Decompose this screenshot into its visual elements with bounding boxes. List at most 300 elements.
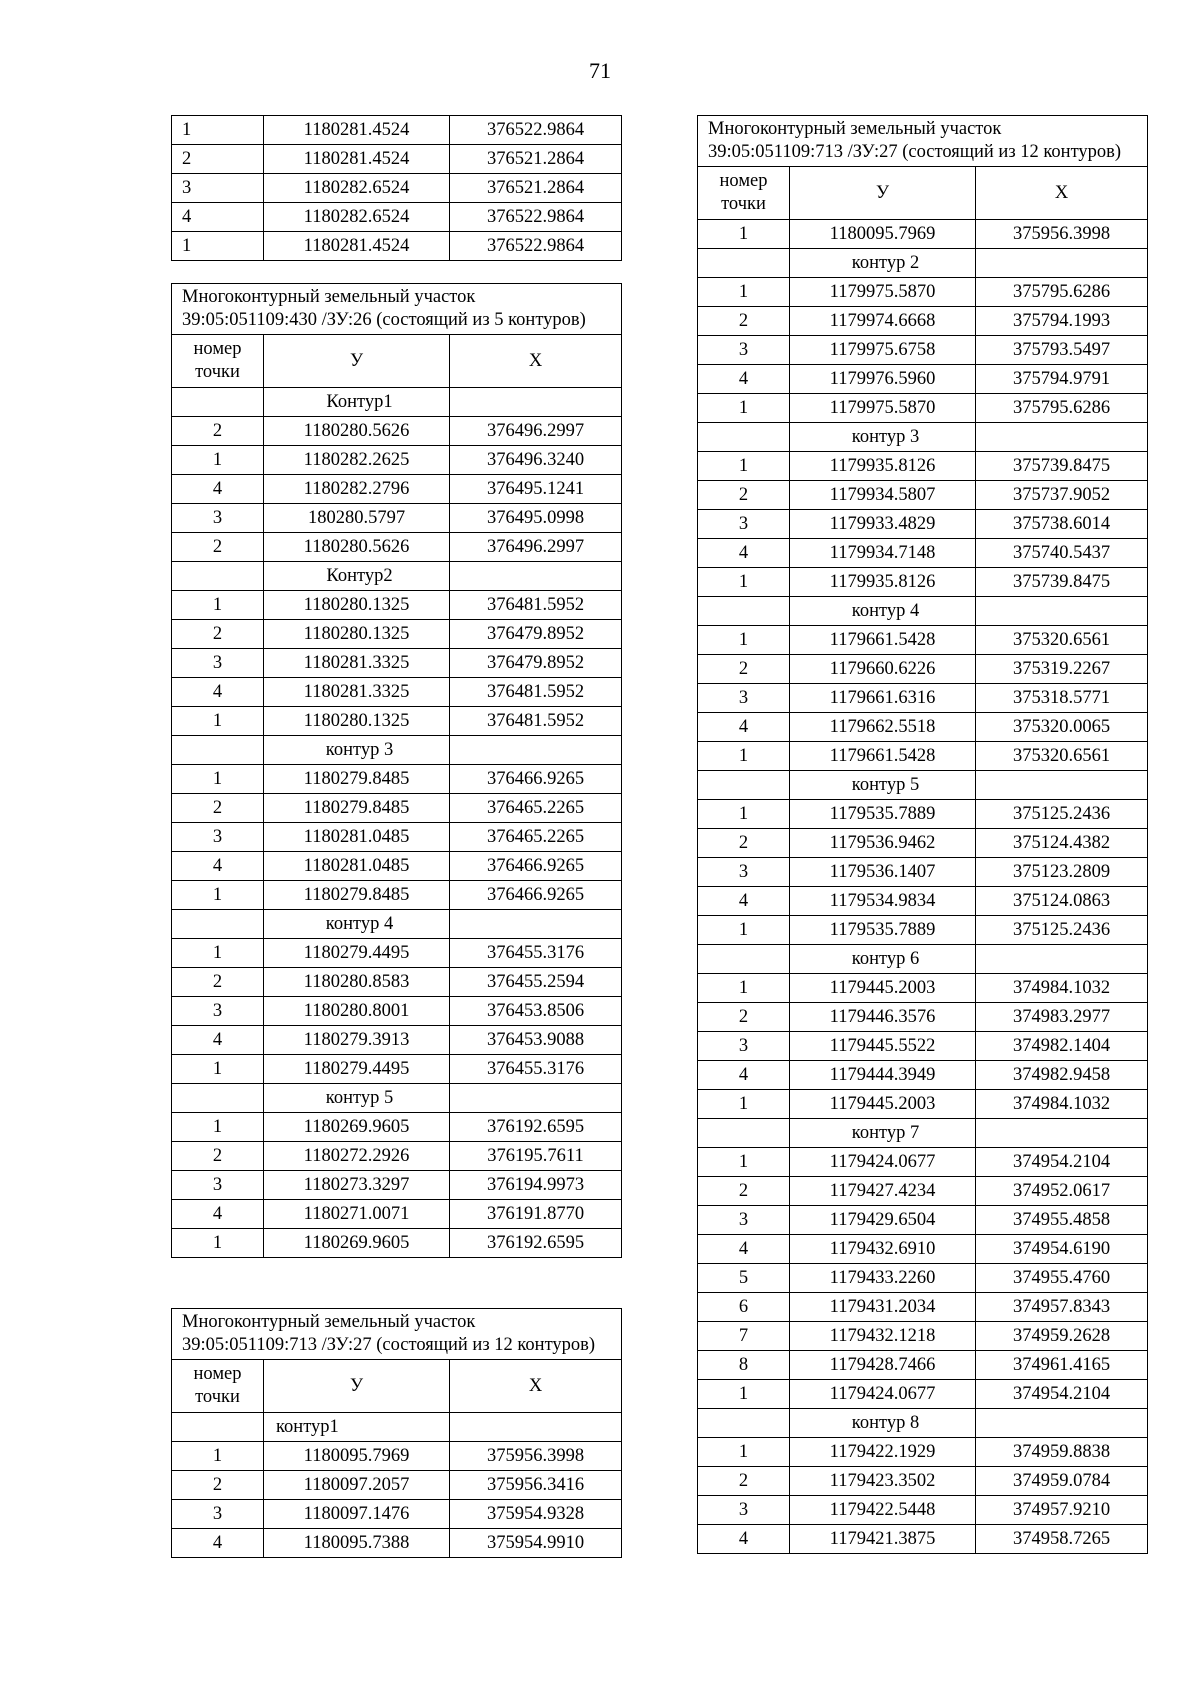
point-number-cell: 1	[172, 1113, 264, 1142]
x-coordinate-cell: 374959.8838	[976, 1438, 1148, 1467]
y-coordinate-cell: 1179662.5518	[790, 713, 976, 742]
x-coordinate-cell: 376195.7611	[450, 1142, 622, 1171]
point-number-cell: 2	[698, 1467, 790, 1496]
y-coordinate-cell: 1179429.6504	[790, 1206, 976, 1235]
table-row	[172, 620, 622, 649]
table-row	[698, 1206, 1148, 1235]
x-coordinate-cell: 376496.2997	[450, 533, 622, 562]
table-row	[698, 800, 1148, 829]
y-coordinate-cell: 1180280.1325	[264, 620, 450, 649]
x-coordinate-cell: 375740.5437	[976, 539, 1148, 568]
x-coordinate-cell: 376466.9265	[450, 765, 622, 794]
x-coordinate-cell: 375320.6561	[976, 742, 1148, 771]
x-coordinate-cell: 376521.2864	[450, 145, 622, 174]
header-y: У	[264, 1360, 450, 1413]
point-number-cell: 4	[698, 713, 790, 742]
point-number-cell: 4	[172, 1200, 264, 1229]
table-row	[698, 1032, 1148, 1061]
table-row	[698, 829, 1148, 858]
y-coordinate-cell: 1179660.6226	[790, 655, 976, 684]
table-row	[172, 1055, 622, 1084]
y-coordinate-cell: 1180279.3913	[264, 1026, 450, 1055]
contour-label: Контур2	[264, 562, 450, 591]
y-coordinate-cell: 1179975.5870	[790, 394, 976, 423]
y-coordinate-cell: 1179444.3949	[790, 1061, 976, 1090]
y-coordinate-cell: 1180281.0485	[264, 852, 450, 881]
y-coordinate-cell: 1180273.3297	[264, 1171, 450, 1200]
x-coordinate-cell: 375795.6286	[976, 394, 1148, 423]
point-number-cell: 1	[698, 1090, 790, 1119]
x-coordinate-cell: 376479.8952	[450, 649, 622, 678]
table-row	[698, 1322, 1148, 1351]
table-row	[172, 1442, 622, 1471]
point-number-cell: 1	[172, 232, 264, 261]
point-number-cell: 4	[172, 203, 264, 232]
table-row	[172, 649, 622, 678]
x-coordinate-cell: 374954.2104	[976, 1148, 1148, 1177]
table-row	[698, 278, 1148, 307]
point-number-cell: 1	[698, 742, 790, 771]
x-coordinate-cell: 376453.9088	[450, 1026, 622, 1055]
table-row	[172, 765, 622, 794]
table-row	[698, 1380, 1148, 1409]
x-coordinate-cell: 376465.2265	[450, 823, 622, 852]
y-coordinate-cell: 1180279.4495	[264, 939, 450, 968]
y-coordinate-cell: 1180269.9605	[264, 1113, 450, 1142]
point-number-cell: 2	[172, 968, 264, 997]
x-coordinate-cell: 374959.0784	[976, 1467, 1148, 1496]
contour-label-row	[172, 388, 622, 417]
contour-label-row	[172, 1413, 622, 1442]
x-coordinate-cell: 374957.8343	[976, 1293, 1148, 1322]
y-coordinate-cell: 1180279.8485	[264, 881, 450, 910]
y-coordinate-cell: 1179536.9462	[790, 829, 976, 858]
y-coordinate-cell: 1179445.2003	[790, 974, 976, 1003]
x-coordinate-cell: 375123.2809	[976, 858, 1148, 887]
table-row	[698, 1525, 1148, 1554]
y-coordinate-cell: 1180279.4495	[264, 1055, 450, 1084]
table-row	[698, 1264, 1148, 1293]
y-coordinate-cell: 1179976.5960	[790, 365, 976, 394]
y-coordinate-cell: 1180282.2796	[264, 475, 450, 504]
y-coordinate-cell: 1179445.2003	[790, 1090, 976, 1119]
table-row	[698, 1293, 1148, 1322]
table-row	[698, 916, 1148, 945]
y-coordinate-cell: 1180281.4524	[264, 116, 450, 145]
y-coordinate-cell: 1180281.0485	[264, 823, 450, 852]
empty-cell	[450, 1084, 622, 1113]
table-row	[698, 1235, 1148, 1264]
table-row	[698, 481, 1148, 510]
table-row	[698, 887, 1148, 916]
x-coordinate-cell: 376191.8770	[450, 1200, 622, 1229]
y-coordinate-cell: 1179934.7148	[790, 539, 976, 568]
x-coordinate-cell: 376192.6595	[450, 1229, 622, 1258]
point-number-cell: 4	[698, 1061, 790, 1090]
point-number-cell: 1	[698, 1380, 790, 1409]
point-number-cell: 4	[172, 1026, 264, 1055]
point-number-cell: 1	[698, 626, 790, 655]
point-number-cell: 2	[698, 1177, 790, 1206]
x-coordinate-cell: 376522.9864	[450, 232, 622, 261]
point-number-cell: 1	[698, 394, 790, 423]
table-row	[698, 626, 1148, 655]
point-number-cell: 1	[172, 707, 264, 736]
x-coordinate-cell: 374955.4760	[976, 1264, 1148, 1293]
point-number-cell: 3	[172, 174, 264, 203]
table-row	[698, 1351, 1148, 1380]
table-row	[698, 539, 1148, 568]
table-row	[172, 203, 622, 232]
point-number-cell: 1	[172, 1442, 264, 1471]
x-coordinate-cell: 374952.0617	[976, 1177, 1148, 1206]
y-coordinate-cell: 1179934.5807	[790, 481, 976, 510]
x-coordinate-cell: 374982.1404	[976, 1032, 1148, 1061]
point-number-cell: 2	[172, 1471, 264, 1500]
point-number-cell: 3	[172, 504, 264, 533]
empty-cell	[976, 771, 1148, 800]
empty-cell	[450, 562, 622, 591]
contour-label: Контур1	[264, 388, 450, 417]
y-coordinate-cell: 1179935.8126	[790, 568, 976, 597]
point-number-cell: 1	[698, 1438, 790, 1467]
point-number-cell: 3	[172, 1500, 264, 1529]
table-header-row	[172, 1360, 622, 1413]
contour-label: контур 8	[790, 1409, 976, 1438]
x-coordinate-cell: 375795.6286	[976, 278, 1148, 307]
x-coordinate-cell: 375794.9791	[976, 365, 1148, 394]
point-number-cell: 3	[698, 1206, 790, 1235]
coordinates-table-top-left	[171, 115, 622, 261]
empty-cell	[172, 1413, 264, 1442]
empty-cell	[976, 597, 1148, 626]
x-coordinate-cell: 376479.8952	[450, 620, 622, 649]
point-number-cell: 1	[698, 1148, 790, 1177]
point-number-cell: 2	[698, 307, 790, 336]
y-coordinate-cell: 1180280.8583	[264, 968, 450, 997]
point-number-cell: 1	[698, 568, 790, 597]
y-coordinate-cell: 1180269.9605	[264, 1229, 450, 1258]
table-row	[698, 713, 1148, 742]
empty-cell	[698, 597, 790, 626]
empty-cell	[976, 423, 1148, 452]
x-coordinate-cell: 376481.5952	[450, 707, 622, 736]
header-point-number: номер точки	[172, 1360, 264, 1413]
x-coordinate-cell: 376465.2265	[450, 794, 622, 823]
table-row	[172, 939, 622, 968]
point-number-cell: 3	[698, 336, 790, 365]
y-coordinate-cell: 1179536.1407	[790, 858, 976, 887]
point-number-cell: 4	[698, 365, 790, 394]
table-row	[172, 678, 622, 707]
y-coordinate-cell: 1179431.2034	[790, 1293, 976, 1322]
point-number-cell: 1	[172, 446, 264, 475]
x-coordinate-cell: 376481.5952	[450, 678, 622, 707]
x-coordinate-cell: 375737.9052	[976, 481, 1148, 510]
point-number-cell: 1	[698, 916, 790, 945]
header-point-number: номер точки	[698, 167, 790, 220]
empty-cell	[698, 1119, 790, 1148]
point-number-cell: 4	[172, 678, 264, 707]
y-coordinate-cell: 1179445.5522	[790, 1032, 976, 1061]
empty-cell	[450, 388, 622, 417]
y-coordinate-cell: 180280.5797	[264, 504, 450, 533]
x-coordinate-cell: 374982.9458	[976, 1061, 1148, 1090]
x-coordinate-cell: 375124.0863	[976, 887, 1148, 916]
x-coordinate-cell: 375739.8475	[976, 452, 1148, 481]
contour-label-row	[698, 771, 1148, 800]
table-row	[698, 1003, 1148, 1032]
point-number-cell: 2	[172, 794, 264, 823]
table-row	[698, 365, 1148, 394]
table-row	[172, 1471, 622, 1500]
header-x: Х	[450, 1360, 622, 1413]
table-title-row	[698, 116, 1148, 167]
point-number-cell: 2	[172, 620, 264, 649]
table-row	[172, 881, 622, 910]
y-coordinate-cell: 1179424.0677	[790, 1380, 976, 1409]
x-coordinate-cell: 375956.3998	[976, 220, 1148, 249]
y-coordinate-cell: 1180280.1325	[264, 707, 450, 736]
contour-label: контур 5	[790, 771, 976, 800]
y-coordinate-cell: 1180280.8001	[264, 997, 450, 1026]
y-coordinate-cell: 1180279.8485	[264, 794, 450, 823]
point-number-cell: 2	[698, 481, 790, 510]
contour-label: контур 7	[790, 1119, 976, 1148]
header-x: Х	[450, 335, 622, 388]
x-coordinate-cell: 376495.0998	[450, 504, 622, 533]
contour-label: контур 5	[264, 1084, 450, 1113]
y-coordinate-cell: 1180097.1476	[264, 1500, 450, 1529]
header-y: У	[264, 335, 450, 388]
point-number-cell: 3	[172, 823, 264, 852]
coordinates-table-zu27-part1	[171, 1308, 622, 1558]
table-row	[698, 1148, 1148, 1177]
point-number-cell: 1	[172, 591, 264, 620]
table-row	[172, 794, 622, 823]
y-coordinate-cell: 1179432.6910	[790, 1235, 976, 1264]
y-coordinate-cell: 1179535.7889	[790, 916, 976, 945]
empty-cell	[698, 249, 790, 278]
empty-cell	[976, 945, 1148, 974]
y-coordinate-cell: 1179446.3576	[790, 1003, 976, 1032]
y-coordinate-cell: 1179422.5448	[790, 1496, 976, 1525]
table-row	[172, 968, 622, 997]
empty-cell	[172, 1084, 264, 1113]
contour-label-row	[172, 1084, 622, 1113]
y-coordinate-cell: 1179661.5428	[790, 626, 976, 655]
x-coordinate-cell: 374984.1032	[976, 1090, 1148, 1119]
y-coordinate-cell: 1180282.6524	[264, 203, 450, 232]
x-coordinate-cell: 376194.9973	[450, 1171, 622, 1200]
point-number-cell: 1	[698, 452, 790, 481]
empty-cell	[976, 1409, 1148, 1438]
x-coordinate-cell: 376496.2997	[450, 417, 622, 446]
point-number-cell: 2	[698, 829, 790, 858]
x-coordinate-cell: 375125.2436	[976, 800, 1148, 829]
point-number-cell: 1	[172, 881, 264, 910]
table-title-row	[172, 1309, 622, 1360]
point-number-cell: 3	[172, 1171, 264, 1200]
point-number-cell: 2	[698, 655, 790, 684]
y-coordinate-cell: 1179975.5870	[790, 278, 976, 307]
x-coordinate-cell: 375794.1993	[976, 307, 1148, 336]
x-coordinate-cell: 376466.9265	[450, 852, 622, 881]
contour-label: контур 3	[264, 736, 450, 765]
x-coordinate-cell: 374983.2977	[976, 1003, 1148, 1032]
contour-label: контур 2	[790, 249, 976, 278]
x-coordinate-cell: 375954.9328	[450, 1500, 622, 1529]
y-coordinate-cell: 1179428.7466	[790, 1351, 976, 1380]
y-coordinate-cell: 1179433.2260	[790, 1264, 976, 1293]
x-coordinate-cell: 375956.3998	[450, 1442, 622, 1471]
header-x: Х	[976, 167, 1148, 220]
parcel-title: Многоконтурный земельный участок 39:05:051109:713 /ЗУ:27 (состоящий из 12 контуров)	[172, 1309, 622, 1360]
point-number-cell: 3	[698, 684, 790, 713]
x-coordinate-cell: 375319.2267	[976, 655, 1148, 684]
x-coordinate-cell: 376521.2864	[450, 174, 622, 203]
x-coordinate-cell: 375124.4382	[976, 829, 1148, 858]
x-coordinate-cell: 376496.3240	[450, 446, 622, 475]
table-row	[172, 1171, 622, 1200]
empty-cell	[450, 736, 622, 765]
table-header-row	[172, 335, 622, 388]
contour-label-row	[698, 945, 1148, 974]
empty-cell	[976, 249, 1148, 278]
table-row	[698, 568, 1148, 597]
y-coordinate-cell: 1179422.1929	[790, 1438, 976, 1467]
point-number-cell: 2	[172, 145, 264, 174]
y-coordinate-cell: 1179974.6668	[790, 307, 976, 336]
point-number-cell: 2	[172, 417, 264, 446]
empty-cell	[450, 1413, 622, 1442]
header-y: У	[790, 167, 976, 220]
y-coordinate-cell: 1180280.5626	[264, 533, 450, 562]
x-coordinate-cell: 375320.6561	[976, 626, 1148, 655]
table-row	[172, 417, 622, 446]
table-row	[698, 742, 1148, 771]
x-coordinate-cell: 375318.5771	[976, 684, 1148, 713]
x-coordinate-cell: 376192.6595	[450, 1113, 622, 1142]
point-number-cell: 1	[172, 765, 264, 794]
x-coordinate-cell: 376455.3176	[450, 1055, 622, 1084]
y-coordinate-cell: 1179534.9834	[790, 887, 976, 916]
table-row	[172, 997, 622, 1026]
table-row	[172, 145, 622, 174]
x-coordinate-cell: 376455.2594	[450, 968, 622, 997]
point-number-cell: 6	[698, 1293, 790, 1322]
contour-label: контур 4	[790, 597, 976, 626]
point-number-cell: 7	[698, 1322, 790, 1351]
table-row	[172, 1113, 622, 1142]
point-number-cell: 2	[698, 1003, 790, 1032]
table-row	[172, 232, 622, 261]
coordinates-table-zu26	[171, 283, 622, 1258]
table-row	[172, 591, 622, 620]
point-number-cell: 3	[698, 1032, 790, 1061]
coordinates-table-zu27-part2	[697, 115, 1148, 1554]
x-coordinate-cell: 376495.1241	[450, 475, 622, 504]
empty-cell	[172, 388, 264, 417]
point-number-cell: 3	[172, 997, 264, 1026]
empty-cell	[976, 1119, 1148, 1148]
table-row	[698, 394, 1148, 423]
point-number-cell: 3	[698, 1496, 790, 1525]
table-row	[698, 1177, 1148, 1206]
point-number-cell: 2	[172, 1142, 264, 1171]
y-coordinate-cell: 1180282.6524	[264, 174, 450, 203]
table-row	[172, 1026, 622, 1055]
y-coordinate-cell: 1179427.4234	[790, 1177, 976, 1206]
table-row	[172, 446, 622, 475]
y-coordinate-cell: 1180282.2625	[264, 446, 450, 475]
y-coordinate-cell: 1180281.3325	[264, 649, 450, 678]
table-row	[172, 1529, 622, 1558]
x-coordinate-cell: 374954.6190	[976, 1235, 1148, 1264]
x-coordinate-cell: 375793.5497	[976, 336, 1148, 365]
y-coordinate-cell: 1179421.3875	[790, 1525, 976, 1554]
parcel-title: Многоконтурный земельный участок 39:05:051109:430 /ЗУ:26 (состоящий из 5 контуров)	[172, 284, 622, 335]
table-row	[172, 504, 622, 533]
contour-label-row	[698, 423, 1148, 452]
parcel-title: Многоконтурный земельный участок 39:05:051109:713 /ЗУ:27 (состоящий из 12 контуров)	[698, 116, 1148, 167]
table-header-row	[698, 167, 1148, 220]
x-coordinate-cell: 376453.8506	[450, 997, 622, 1026]
point-number-cell: 4	[172, 475, 264, 504]
table-row	[172, 174, 622, 203]
empty-cell	[698, 1409, 790, 1438]
y-coordinate-cell: 1179935.8126	[790, 452, 976, 481]
y-coordinate-cell: 1180095.7969	[790, 220, 976, 249]
x-coordinate-cell: 374961.4165	[976, 1351, 1148, 1380]
point-number-cell: 4	[172, 852, 264, 881]
table-row	[698, 1467, 1148, 1496]
y-coordinate-cell: 1180097.2057	[264, 1471, 450, 1500]
table-title-row	[172, 284, 622, 335]
table-row	[698, 684, 1148, 713]
x-coordinate-cell: 375738.6014	[976, 510, 1148, 539]
x-coordinate-cell: 375739.8475	[976, 568, 1148, 597]
y-coordinate-cell: 1179535.7889	[790, 800, 976, 829]
point-number-cell: 1	[698, 220, 790, 249]
y-coordinate-cell: 1180281.4524	[264, 145, 450, 174]
x-coordinate-cell: 374984.1032	[976, 974, 1148, 1003]
x-coordinate-cell: 376455.3176	[450, 939, 622, 968]
contour-label-row	[698, 597, 1148, 626]
x-coordinate-cell: 375125.2436	[976, 916, 1148, 945]
table-row	[172, 533, 622, 562]
table-row	[698, 1090, 1148, 1119]
table-row	[172, 1200, 622, 1229]
point-number-cell: 4	[698, 1235, 790, 1264]
table-row	[698, 858, 1148, 887]
table-row	[698, 452, 1148, 481]
x-coordinate-cell: 376481.5952	[450, 591, 622, 620]
table-row	[172, 1500, 622, 1529]
y-coordinate-cell: 1179432.1218	[790, 1322, 976, 1351]
table-row	[172, 707, 622, 736]
y-coordinate-cell: 1179661.5428	[790, 742, 976, 771]
x-coordinate-cell: 374955.4858	[976, 1206, 1148, 1235]
x-coordinate-cell: 375954.9910	[450, 1529, 622, 1558]
y-coordinate-cell: 1180281.4524	[264, 232, 450, 261]
point-number-cell: 1	[698, 278, 790, 307]
x-coordinate-cell: 376522.9864	[450, 116, 622, 145]
contour-label-row	[172, 910, 622, 939]
point-number-cell: 1	[172, 939, 264, 968]
point-number-cell: 1	[698, 974, 790, 1003]
x-coordinate-cell: 376466.9265	[450, 881, 622, 910]
